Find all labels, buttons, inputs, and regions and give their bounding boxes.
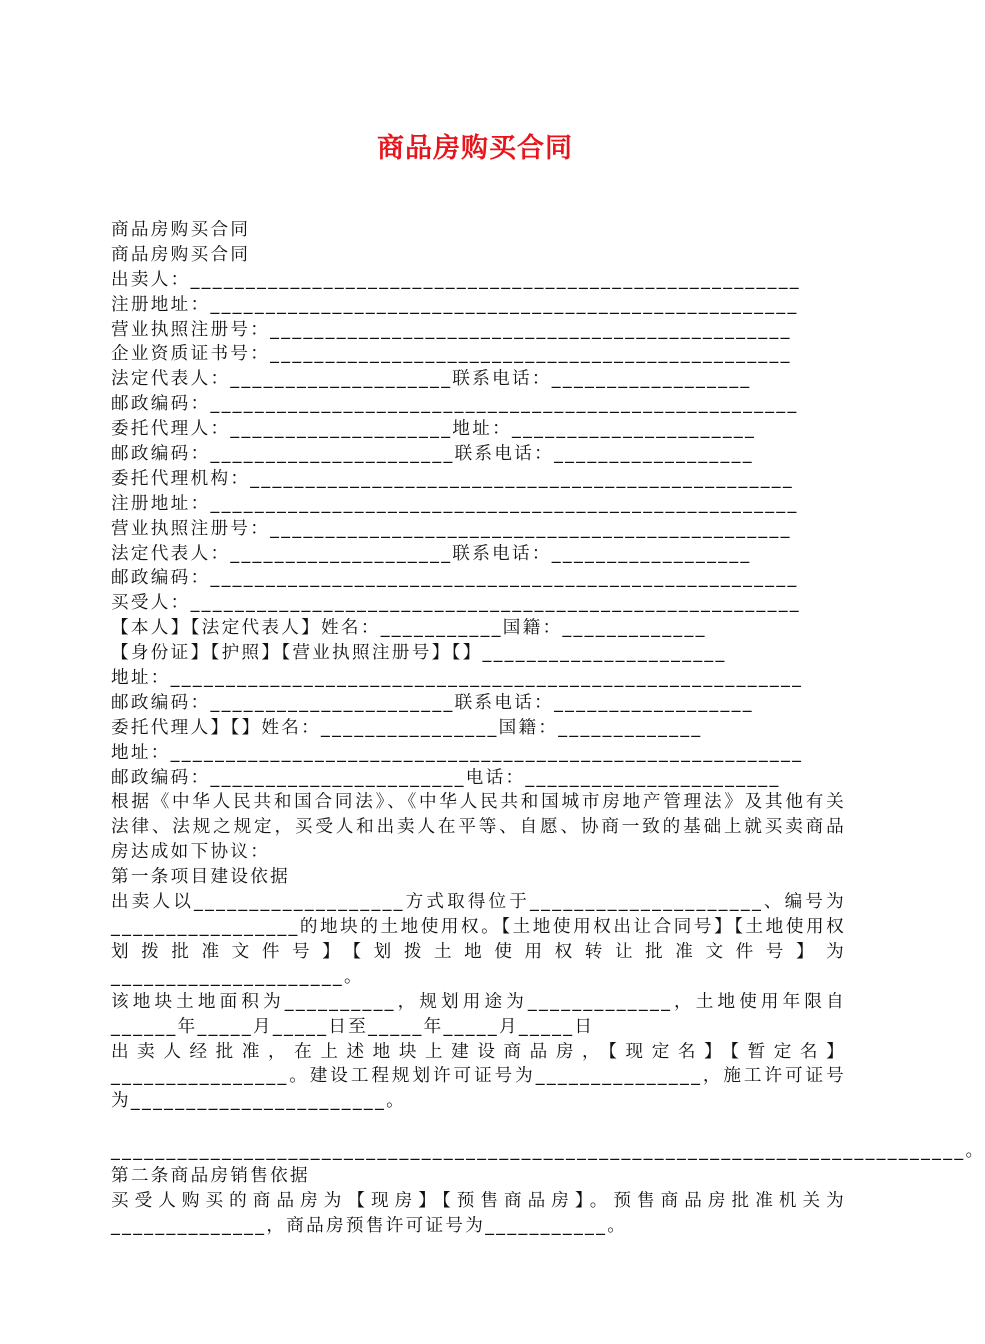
- buyer-agent-field: 委托代理人】【】姓名：________________国籍：_____________: [111, 717, 703, 738]
- article-1-paragraph: 出卖人以___________________方式取得位于_____________________、编号为_________________的地块的土地使用权。【土地使用权出让合同号】【土地使用权划拨批准文件号】【划拨土地使用权转让批准文件号】为_____________________。: [111, 892, 846, 987]
- agency-field: 委托代理机构：_________________________________________________: [111, 468, 795, 489]
- agency-postcode-field: 邮政编码：_____________________________________________________: [111, 568, 799, 589]
- article-1-heading: 第一条项目建设依据: [111, 867, 291, 888]
- preamble-paragraph: 根据《中华人民共和国合同法》、《中华人民共和国城市房地产管理法》及其他有关法律、法规之规定，买受人和出卖人在平等、自愿、协商一致的基础上就买卖商品房达成如下协议：: [111, 792, 846, 863]
- buyer-id-field: 【身份证】【护照】【营业执照注册号】【】______________________: [111, 643, 727, 664]
- blank-line: [111, 1114, 846, 1139]
- seller-agent-postcode-field: 邮政编码：______________________联系电话：__________________: [111, 444, 754, 465]
- seller-postcode-field: 邮政编码：_____________________________________________________: [111, 394, 799, 415]
- buyer-address-field: 地址：_________________________________________________________: [111, 668, 804, 689]
- subtitle-line: 商品房购买合同: [111, 244, 251, 265]
- article-2-heading: 第二条商品房销售依据: [111, 1166, 310, 1187]
- construction-paragraph: 出卖人经批准，在上述地块上建设商品房，【现定名】【暂定名】________________。建设工程规划许可证号为_______________，施工许可证号为_______________________。: [111, 1041, 846, 1112]
- seller-field: 出卖人：_______________________________________________________: [111, 269, 801, 290]
- buyer-agent-postcode-field: 邮政编码：_______________________电话：_______________________: [111, 767, 781, 788]
- agency-license-field: 营业执照注册号：_______________________________________________: [111, 518, 792, 539]
- buyer-postcode-field: 邮政编码：______________________联系电话：__________________: [111, 692, 754, 713]
- buyer-field: 买受人：_______________________________________________________: [111, 593, 801, 614]
- contract-body: [111, 218, 985, 1239]
- seller-address-field: 注册地址：_____________________________________________________: [111, 294, 799, 315]
- buyer-agent-address-field: 地址：_________________________________________________________: [111, 742, 804, 763]
- agency-legal-rep-field: 法定代表人：____________________联系电话：__________________: [111, 543, 752, 564]
- seller-agent-field: 委托代理人：____________________地址：______________________: [111, 419, 757, 440]
- article-2-paragraph: 买受人购买的商品房为【现房】【预售商品房】。预售商品房批准机关为______________，商品房预售许可证号为___________。: [111, 1190, 846, 1236]
- seller-license-field: 营业执照注册号：_______________________________________________: [111, 319, 792, 340]
- seller-legal-rep-field: 法定代表人：____________________联系电话：__________________: [111, 369, 752, 390]
- agency-address-field: 注册地址：_____________________________________________________: [111, 493, 799, 514]
- seller-qualification-field: 企业资质证书号：_______________________________________________: [111, 344, 792, 365]
- blank-fill-paragraph: _____________________________________________________________________________。: [111, 1141, 985, 1162]
- land-area-paragraph: 该地块土地面积为__________，规划用途为_____________，土地使用年限自______年_____月_____日至_____年_____月_____日: [111, 991, 846, 1037]
- buyer-name-field: 【本人】【法定代表人】姓名：___________国籍：_____________: [111, 618, 707, 639]
- subtitle-line: 商品房购买合同: [111, 220, 251, 240]
- document-title: 商品房购买合同: [377, 133, 573, 164]
